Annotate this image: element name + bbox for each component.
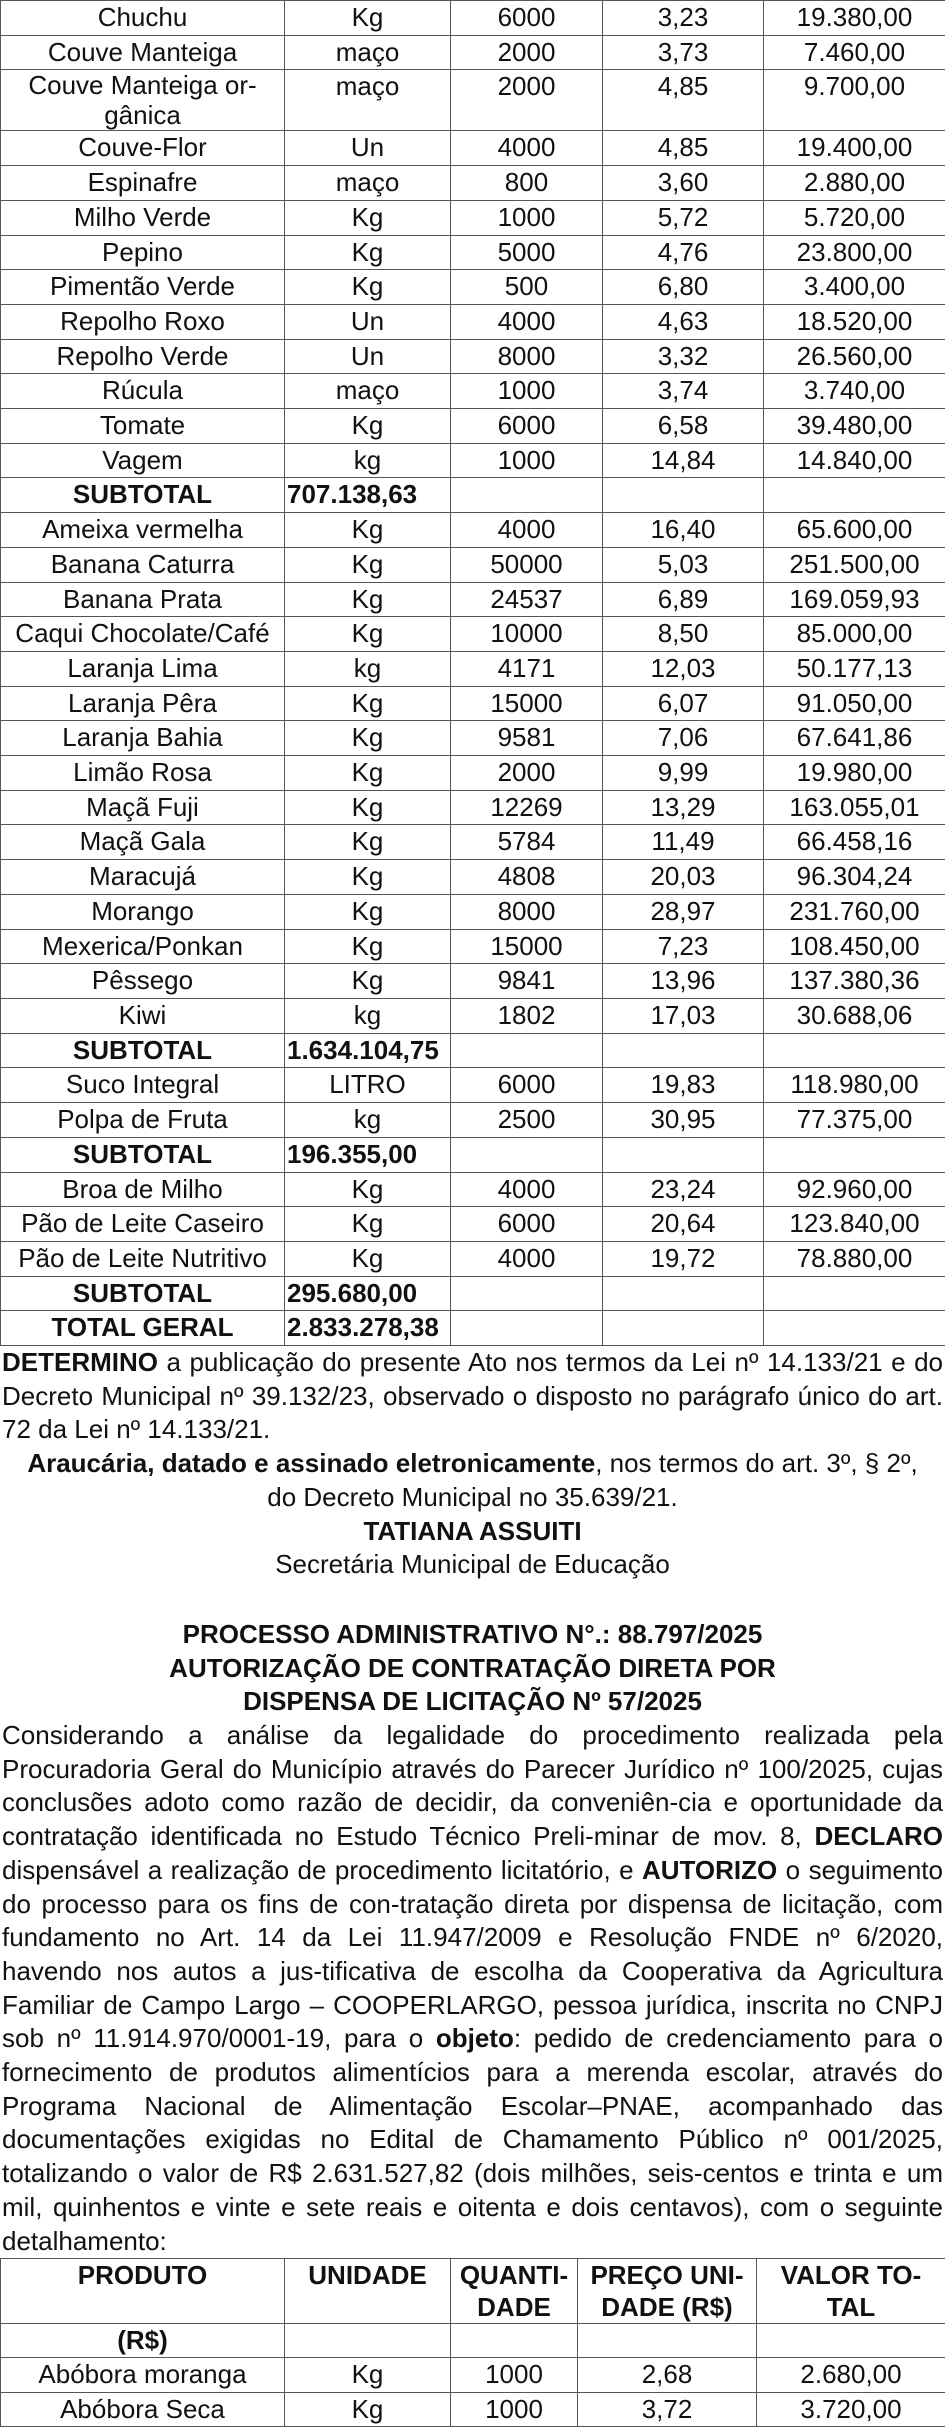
table-row — [1, 617, 945, 652]
empty-cell — [451, 478, 603, 513]
autorizo-keyword: AUTORIZO — [642, 1855, 777, 1885]
subtotal-row — [1, 1033, 945, 1068]
cell-produto: Pepino — [1, 235, 285, 270]
cell-preco: 6,07 — [603, 686, 764, 721]
subtotal-value: 2.833.278,38 — [285, 1311, 451, 1346]
araucaria-text: , nos termos do art. 3º, § 2º, do Decreto Municipal no 35.639/21. — [267, 1448, 917, 1512]
table-row — [1, 166, 945, 201]
cell-valor: 3.720,00 — [757, 2392, 945, 2427]
cell-preco: 2,68 — [578, 2357, 757, 2392]
cell-valor: 19.380,00 — [764, 1, 945, 36]
subtotal-label: SUBTOTAL — [1, 1276, 285, 1311]
cell-produto: Abóbora Seca — [1, 2392, 285, 2427]
signature-role: Secretária Municipal de Educação — [0, 1548, 945, 1582]
subtotal-row — [1, 1311, 945, 1346]
cell-unidade: Kg — [285, 200, 451, 235]
cell-quantidade: 24537 — [451, 582, 603, 617]
determino-keyword: DETERMINO — [2, 1347, 158, 1377]
cell-unidade: Kg — [285, 790, 451, 825]
table-row — [1, 790, 945, 825]
cell-preco: 4,85 — [603, 131, 764, 166]
cell-produto: Laranja Lima — [1, 651, 285, 686]
considerando-text-1: Considerando a análise da legalidade do procedimento realizada pela Procuradoria Geral do Município através do Parecer Jurídico nº 100/2025, cujas conclusões adoto como razão de decidir, da conveniên-cia e oportunidade da contratação identificada no Estudo Técnico Preli-minar de mov. 8, — [2, 1720, 943, 1851]
table-row — [1, 825, 945, 860]
cell-valor: 18.520,00 — [764, 304, 945, 339]
cell-quantidade: 1000 — [451, 374, 603, 409]
cell-valor: 19.400,00 — [764, 131, 945, 166]
header-preco: PREÇO UNI-DADE (R$) — [578, 2259, 757, 2324]
subtotal-row — [1, 1276, 945, 1311]
empty-cell — [764, 1137, 945, 1172]
cell-quantidade: 4000 — [451, 513, 603, 548]
cell-produto: Couve Manteiga — [1, 35, 285, 70]
cell-quantidade: 800 — [451, 166, 603, 201]
cell-unidade: Kg — [285, 2357, 451, 2392]
cell-unidade: Kg — [285, 513, 451, 548]
cell-preco: 3,32 — [603, 339, 764, 374]
cell-quantidade: 5000 — [451, 235, 603, 270]
table-row — [1, 131, 945, 166]
cell-valor: 108.450,00 — [764, 929, 945, 964]
cell-unidade: Kg — [285, 1, 451, 36]
table-row — [1, 894, 945, 929]
cell-produto: Mexerica/Ponkan — [1, 929, 285, 964]
header-rs: (R$) — [1, 2324, 285, 2358]
objeto-keyword: objeto — [436, 2023, 514, 2053]
cell-unidade: Kg — [285, 2392, 451, 2427]
cell-preco: 3,72 — [578, 2392, 757, 2427]
cell-preco: 8,50 — [603, 617, 764, 652]
table-row — [1, 721, 945, 756]
cell-produto: Maracujá — [1, 860, 285, 895]
cell-produto: Caqui Chocolate/Café — [1, 617, 285, 652]
considerando-text-4: : pedido de credenciamento para o fornecimento de produtos alimentícios para a merenda escolar, através do Programa Nacional de Alimentação Escolar–PNAE, acompanhado das documentações exigidas no Edital de Chamamento Público nº 001/2025, totalizando o valor de R$ 2.631.527,82 (dois milhões, seis-centos e trinta e um mil, quinhentos e vinte e sete reais e oitenta e dois centavos), com o seguinte detalhamento: — [2, 2023, 943, 2255]
table-row — [1, 304, 945, 339]
cell-unidade: kg — [285, 443, 451, 478]
empty-cell — [764, 1276, 945, 1311]
cell-unidade: Kg — [285, 582, 451, 617]
table-row — [1, 651, 945, 686]
table-row — [1, 756, 945, 791]
empty-cell — [764, 1311, 945, 1346]
cell-preco: 16,40 — [603, 513, 764, 548]
araucaria-paragraph — [0, 1447, 945, 1514]
cell-produto: Kiwi — [1, 998, 285, 1033]
cell-preco: 3,60 — [603, 166, 764, 201]
cell-valor: 3.740,00 — [764, 374, 945, 409]
section-gap — [0, 1582, 945, 1618]
cell-produto: Repolho Verde — [1, 339, 285, 374]
cell-unidade: Kg — [285, 964, 451, 999]
cell-produto: Broa de Milho — [1, 1172, 285, 1207]
empty-cell — [764, 478, 945, 513]
determino-paragraph — [0, 1346, 945, 1447]
table-row — [1, 2392, 945, 2427]
cell-produto: Pão de Leite Caseiro — [1, 1207, 285, 1242]
considerando-paragraph — [0, 1719, 945, 2258]
cell-unidade: Kg — [285, 929, 451, 964]
cell-preco: 30,95 — [603, 1103, 764, 1138]
cell-valor: 7.460,00 — [764, 35, 945, 70]
cell-valor: 2.880,00 — [764, 166, 945, 201]
cell-produto: Couve Manteiga or-gânica — [1, 70, 285, 131]
cell-unidade: Kg — [285, 894, 451, 929]
cell-quantidade: 4000 — [451, 1172, 603, 1207]
table-row — [1, 929, 945, 964]
cell-quantidade: 8000 — [451, 339, 603, 374]
table-row — [1, 1068, 945, 1103]
cell-preco: 17,03 — [603, 998, 764, 1033]
cell-preco: 23,24 — [603, 1172, 764, 1207]
cell-unidade: Un — [285, 131, 451, 166]
cell-unidade: Kg — [285, 547, 451, 582]
subtotal-value: 1.634.104,75 — [285, 1033, 451, 1068]
cell-produto: Repolho Roxo — [1, 304, 285, 339]
cell-preco: 3,23 — [603, 1, 764, 36]
empty-cell — [603, 1033, 764, 1068]
table-row — [1, 1207, 945, 1242]
table-row — [1, 860, 945, 895]
cell-produto: Espinafre — [1, 166, 285, 201]
cell-unidade: Kg — [285, 756, 451, 791]
cell-quantidade: 500 — [451, 270, 603, 305]
subtotal-label: SUBTOTAL — [1, 1033, 285, 1068]
cell-produto: Maçã Fuji — [1, 790, 285, 825]
cell-unidade: kg — [285, 1103, 451, 1138]
cell-quantidade: 6000 — [451, 409, 603, 444]
empty-cell — [603, 1311, 764, 1346]
cell-preco: 14,84 — [603, 443, 764, 478]
cell-quantidade: 9841 — [451, 964, 603, 999]
cell-produto: Pimentão Verde — [1, 270, 285, 305]
cell-quantidade: 4171 — [451, 651, 603, 686]
table-row — [1, 443, 945, 478]
cell-quantidade: 6000 — [451, 1207, 603, 1242]
cell-valor: 19.980,00 — [764, 756, 945, 791]
empty-cell — [451, 1311, 603, 1346]
cell-quantidade: 1000 — [451, 2357, 578, 2392]
cell-unidade: Kg — [285, 270, 451, 305]
cell-valor: 91.050,00 — [764, 686, 945, 721]
cell-valor: 3.400,00 — [764, 270, 945, 305]
cell-unidade: maço — [285, 374, 451, 409]
header-produto: PRODUTO — [1, 2259, 285, 2324]
cell-produto: Pão de Leite Nutritivo — [1, 1241, 285, 1276]
processo-heading-1: PROCESSO ADMINISTRATIVO N°.: 88.797/2025 — [0, 1618, 945, 1652]
cell-quantidade: 4000 — [451, 304, 603, 339]
cell-preco: 3,74 — [603, 374, 764, 409]
cell-preco: 5,03 — [603, 547, 764, 582]
cell-quantidade: 50000 — [451, 547, 603, 582]
empty-cell — [603, 1276, 764, 1311]
cell-quantidade: 15000 — [451, 929, 603, 964]
header-valor: VALOR TO-TAL — [757, 2259, 945, 2324]
cell-quantidade: 5784 — [451, 825, 603, 860]
table-row — [1, 1103, 945, 1138]
cell-valor: 137.380,36 — [764, 964, 945, 999]
products-table-body — [1, 1, 945, 1346]
cell-unidade: Kg — [285, 409, 451, 444]
cell-quantidade: 6000 — [451, 1, 603, 36]
detail-table-body — [1, 2357, 945, 2426]
cell-unidade: Kg — [285, 1172, 451, 1207]
cell-produto: Milho Verde — [1, 200, 285, 235]
cell-produto: Couve-Flor — [1, 131, 285, 166]
cell-preco: 12,03 — [603, 651, 764, 686]
cell-produto: Tomate — [1, 409, 285, 444]
cell-produto: Laranja Bahia — [1, 721, 285, 756]
cell-unidade: Kg — [285, 825, 451, 860]
cell-unidade: LITRO — [285, 1068, 451, 1103]
cell-quantidade: 4000 — [451, 1241, 603, 1276]
cell-preco: 11,49 — [603, 825, 764, 860]
cell-quantidade: 1000 — [451, 2392, 578, 2427]
cell-unidade: Un — [285, 304, 451, 339]
table-row — [1, 339, 945, 374]
empty-cell — [603, 478, 764, 513]
cell-preco: 4,76 — [603, 235, 764, 270]
cell-quantidade: 1000 — [451, 443, 603, 478]
cell-quantidade: 2000 — [451, 70, 603, 131]
cell-quantidade: 1802 — [451, 998, 603, 1033]
cell-valor: 78.880,00 — [764, 1241, 945, 1276]
cell-produto: Ameixa vermelha — [1, 513, 285, 548]
cell-valor: 96.304,24 — [764, 860, 945, 895]
table-row — [1, 686, 945, 721]
header-empty — [578, 2324, 757, 2358]
cell-preco: 3,73 — [603, 35, 764, 70]
header-empty — [285, 2324, 451, 2358]
cell-preco: 13,29 — [603, 790, 764, 825]
table-row — [1, 2357, 945, 2392]
cell-produto: Pêssego — [1, 964, 285, 999]
cell-produto: Suco Integral — [1, 1068, 285, 1103]
header-unidade: UNIDADE — [285, 2259, 451, 2324]
table-row — [1, 998, 945, 1033]
cell-unidade: Kg — [285, 860, 451, 895]
detail-table-header-row — [1, 2259, 945, 2324]
cell-quantidade: 4808 — [451, 860, 603, 895]
cell-preco: 20,03 — [603, 860, 764, 895]
cell-unidade: kg — [285, 998, 451, 1033]
subtotal-row — [1, 1137, 945, 1172]
cell-quantidade: 6000 — [451, 1068, 603, 1103]
table-row — [1, 513, 945, 548]
cell-produto: Banana Caturra — [1, 547, 285, 582]
cell-valor: 65.600,00 — [764, 513, 945, 548]
processo-heading-3: DISPENSA DE LICITAÇÃO Nº 57/2025 — [0, 1685, 945, 1719]
determino-text: a publicação do presente Ato nos termos da Lei nº 14.133/21 e do Decreto Municipal nº 39.132/23, observado o disposto no parágrafo único do art. 72 da Lei nº 14.133/21. — [2, 1347, 943, 1444]
cell-quantidade: 1000 — [451, 200, 603, 235]
header-empty — [757, 2324, 945, 2358]
cell-preco: 6,58 — [603, 409, 764, 444]
cell-valor: 67.641,86 — [764, 721, 945, 756]
header-empty — [451, 2324, 578, 2358]
empty-cell — [451, 1137, 603, 1172]
cell-unidade: Kg — [285, 235, 451, 270]
processo-heading-2: AUTORIZAÇÃO DE CONTRATAÇÃO DIRETA POR — [0, 1652, 945, 1686]
cell-unidade: Kg — [285, 686, 451, 721]
cell-produto: Rúcula — [1, 374, 285, 409]
cell-valor: 5.720,00 — [764, 200, 945, 235]
cell-unidade: kg — [285, 651, 451, 686]
cell-produto: Abóbora moranga — [1, 2357, 285, 2392]
cell-valor: 92.960,00 — [764, 1172, 945, 1207]
considerando-text-3: o seguimento do processo para os fins de con-tratação direta por dispensa de licitação, com fundamento no Art. 14 da Lei 11.947/2009 e Resolução FNDE nº 6/2020, havendo nos autos a jus-tificativa de escolha da Cooperativa da Agricultura Familiar de Campo Largo – COOPERLARGO, pessoa jurídica, inscrita no CNPJ sob nº 11.914.970/0001-19, para o — [2, 1855, 943, 2054]
cell-quantidade: 2000 — [451, 756, 603, 791]
cell-quantidade: 9581 — [451, 721, 603, 756]
cell-valor: 251.500,00 — [764, 547, 945, 582]
cell-preco: 28,97 — [603, 894, 764, 929]
empty-cell — [451, 1033, 603, 1068]
cell-preco: 19,83 — [603, 1068, 764, 1103]
cell-preco: 4,85 — [603, 70, 764, 131]
header-quantidade: QUANTI-DADE — [451, 2259, 578, 2324]
cell-valor: 39.480,00 — [764, 409, 945, 444]
cell-valor: 14.840,00 — [764, 443, 945, 478]
araucaria-keyword: Araucária, datado e assinado eletronicamente — [27, 1448, 595, 1478]
cell-valor: 118.980,00 — [764, 1068, 945, 1103]
cell-unidade: Kg — [285, 721, 451, 756]
cell-produto: Morango — [1, 894, 285, 929]
cell-preco: 19,72 — [603, 1241, 764, 1276]
subtotal-row — [1, 478, 945, 513]
cell-unidade: Kg — [285, 1241, 451, 1276]
cell-preco: 6,89 — [603, 582, 764, 617]
table-row — [1, 270, 945, 305]
cell-preco: 5,72 — [603, 200, 764, 235]
cell-unidade: maço — [285, 70, 451, 131]
cell-produto: Chuchu — [1, 1, 285, 36]
empty-cell — [451, 1276, 603, 1311]
cell-valor: 231.760,00 — [764, 894, 945, 929]
cell-produto: Limão Rosa — [1, 756, 285, 791]
cell-quantidade: 4000 — [451, 131, 603, 166]
subtotal-value: 707.138,63 — [285, 478, 451, 513]
cell-valor: 23.800,00 — [764, 235, 945, 270]
cell-unidade: maço — [285, 35, 451, 70]
cell-unidade: maço — [285, 166, 451, 201]
cell-preco: 7,06 — [603, 721, 764, 756]
cell-valor: 30.688,06 — [764, 998, 945, 1033]
cell-preco: 13,96 — [603, 964, 764, 999]
cell-preco: 7,23 — [603, 929, 764, 964]
cell-unidade: Kg — [285, 1207, 451, 1242]
cell-produto: Vagem — [1, 443, 285, 478]
cell-quantidade: 12269 — [451, 790, 603, 825]
empty-cell — [764, 1033, 945, 1068]
cell-valor: 77.375,00 — [764, 1103, 945, 1138]
table-row — [1, 374, 945, 409]
cell-quantidade: 2500 — [451, 1103, 603, 1138]
detail-table — [0, 2258, 945, 2427]
cell-unidade: Un — [285, 339, 451, 374]
cell-quantidade: 8000 — [451, 894, 603, 929]
signature-name: TATIANA ASSUITI — [0, 1515, 945, 1549]
cell-unidade: Kg — [285, 617, 451, 652]
declaro-keyword: DECLARO — [814, 1821, 943, 1851]
cell-preco: 9,99 — [603, 756, 764, 791]
empty-cell — [603, 1137, 764, 1172]
cell-produto: Maçã Gala — [1, 825, 285, 860]
detail-table-header-row-2 — [1, 2324, 945, 2358]
table-row — [1, 35, 945, 70]
table-row — [1, 1241, 945, 1276]
cell-produto: Laranja Pêra — [1, 686, 285, 721]
cell-valor: 50.177,13 — [764, 651, 945, 686]
subtotal-value: 196.355,00 — [285, 1137, 451, 1172]
cell-produto: Banana Prata — [1, 582, 285, 617]
table-row — [1, 235, 945, 270]
cell-valor: 2.680,00 — [757, 2357, 945, 2392]
subtotal-value: 295.680,00 — [285, 1276, 451, 1311]
table-row — [1, 582, 945, 617]
table-row — [1, 200, 945, 235]
table-row — [1, 1, 945, 36]
table-row — [1, 409, 945, 444]
cell-preco: 20,64 — [603, 1207, 764, 1242]
cell-valor: 85.000,00 — [764, 617, 945, 652]
considerando-text-2: dispensável a realização de procedimento licitatório, e — [2, 1855, 642, 1885]
cell-valor: 169.059,93 — [764, 582, 945, 617]
subtotal-label: SUBTOTAL — [1, 478, 285, 513]
cell-quantidade: 10000 — [451, 617, 603, 652]
cell-valor: 66.458,16 — [764, 825, 945, 860]
table-row — [1, 70, 945, 131]
cell-valor: 123.840,00 — [764, 1207, 945, 1242]
cell-preco: 6,80 — [603, 270, 764, 305]
subtotal-label: TOTAL GERAL — [1, 1311, 285, 1346]
table-row — [1, 547, 945, 582]
cell-preco: 4,63 — [603, 304, 764, 339]
cell-valor: 26.560,00 — [764, 339, 945, 374]
cell-valor: 163.055,01 — [764, 790, 945, 825]
subtotal-label: SUBTOTAL — [1, 1137, 285, 1172]
cell-quantidade: 15000 — [451, 686, 603, 721]
table-row — [1, 964, 945, 999]
cell-valor: 9.700,00 — [764, 70, 945, 131]
cell-quantidade: 2000 — [451, 35, 603, 70]
table-row — [1, 1172, 945, 1207]
cell-produto: Polpa de Fruta — [1, 1103, 285, 1138]
